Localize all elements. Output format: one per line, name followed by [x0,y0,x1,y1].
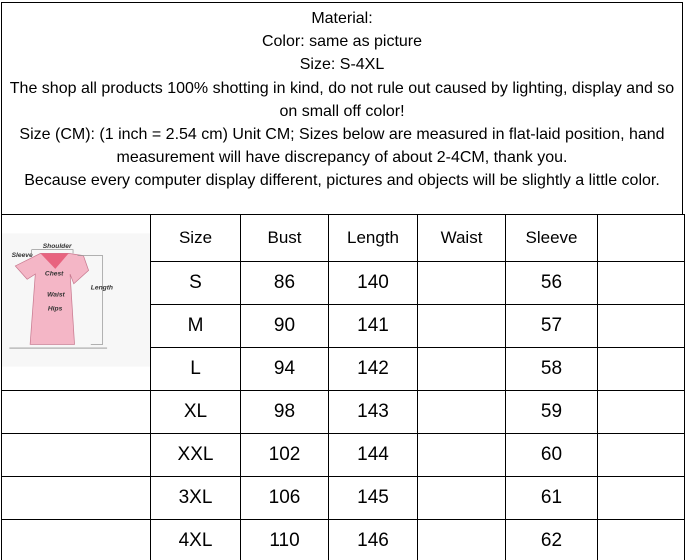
table-cell: 145 [329,477,418,520]
blank-cell [2,520,151,560]
table-cell: 141 [329,305,418,348]
table-row [2,434,685,477]
table-cell: 146 [329,520,418,560]
note-display: Because every computer display different, pictures and objects will be slightly a little color. [24,172,660,190]
table-cell: 142 [329,348,418,391]
table-cell: 61 [506,477,598,520]
column-header: Length [329,215,418,262]
table-cell [418,391,506,434]
table-cell [418,305,506,348]
table-cell: 56 [506,262,598,305]
column-header: Sleeve [506,215,598,262]
table-cell [598,434,685,477]
table-cell [418,434,506,477]
table-cell: 60 [506,434,598,477]
table-cell: 143 [329,391,418,434]
table-header-row [2,215,685,262]
table-cell [418,477,506,520]
table-cell: 59 [506,391,598,434]
table-cell [598,305,685,348]
dress-diagram-icon [2,215,150,385]
table-cell [418,262,506,305]
note-material: Material: [311,10,373,27]
table-cell: 98 [241,391,329,434]
table-cell: XXL [151,434,241,477]
table-row [2,520,685,560]
table-cell: 102 [241,434,329,477]
product-notes [1,2,683,214]
blank-cell [2,477,151,520]
table-cell: XL [151,391,241,434]
table-cell: 57 [506,305,598,348]
label-shoulder: Shoulder [42,243,72,251]
note-measure: Size (CM): (1 inch = 2.54 cm) Unit CM; Sizes below are measured in flat-laid position, hand measurement will have discrepancy of about 2-4CM, thank you. [19,126,665,167]
label-hips: Hips [47,305,63,313]
table-cell: 110 [241,520,329,560]
table-cell: 58 [506,348,598,391]
table-cell [598,348,685,391]
table-cell [598,391,685,434]
table-cell [418,520,506,560]
label-waist: Waist [47,291,65,299]
column-header: Size [151,215,241,262]
table-cell: 86 [241,262,329,305]
column-header: Bust [241,215,329,262]
table-cell [598,520,685,560]
blank-cell [2,391,151,434]
dress-diagram [2,215,151,391]
table-cell: S [151,262,241,305]
table-cell [598,477,685,520]
table-cell: M [151,305,241,348]
table-cell: 94 [241,348,329,391]
blank-cell [2,434,151,477]
note-color: Color: same as picture [261,33,423,51]
table-cell: 90 [241,305,329,348]
note-size: Size: S-4XL [299,56,385,74]
table-cell: 144 [329,434,418,477]
table-cell: 3XL [151,477,241,520]
table-cell: 62 [506,520,598,560]
column-header [598,215,685,262]
label-length: Length [90,284,113,292]
column-header: Waist [418,215,506,262]
table-row [2,477,685,520]
table-cell: L [151,348,241,391]
table-cell: 106 [241,477,329,520]
table-cell [598,262,685,305]
label-chest: Chest [44,270,64,278]
note-shotting: The shop all products 100% shotting in kind, do not rule out caused by lighting, display and so on small off color! [9,79,675,120]
table-cell: 140 [329,262,418,305]
size-table [1,214,685,560]
table-cell [418,348,506,391]
table-row [2,391,685,434]
label-sleeve: Sleeve [11,252,33,260]
table-cell: 4XL [151,520,241,560]
